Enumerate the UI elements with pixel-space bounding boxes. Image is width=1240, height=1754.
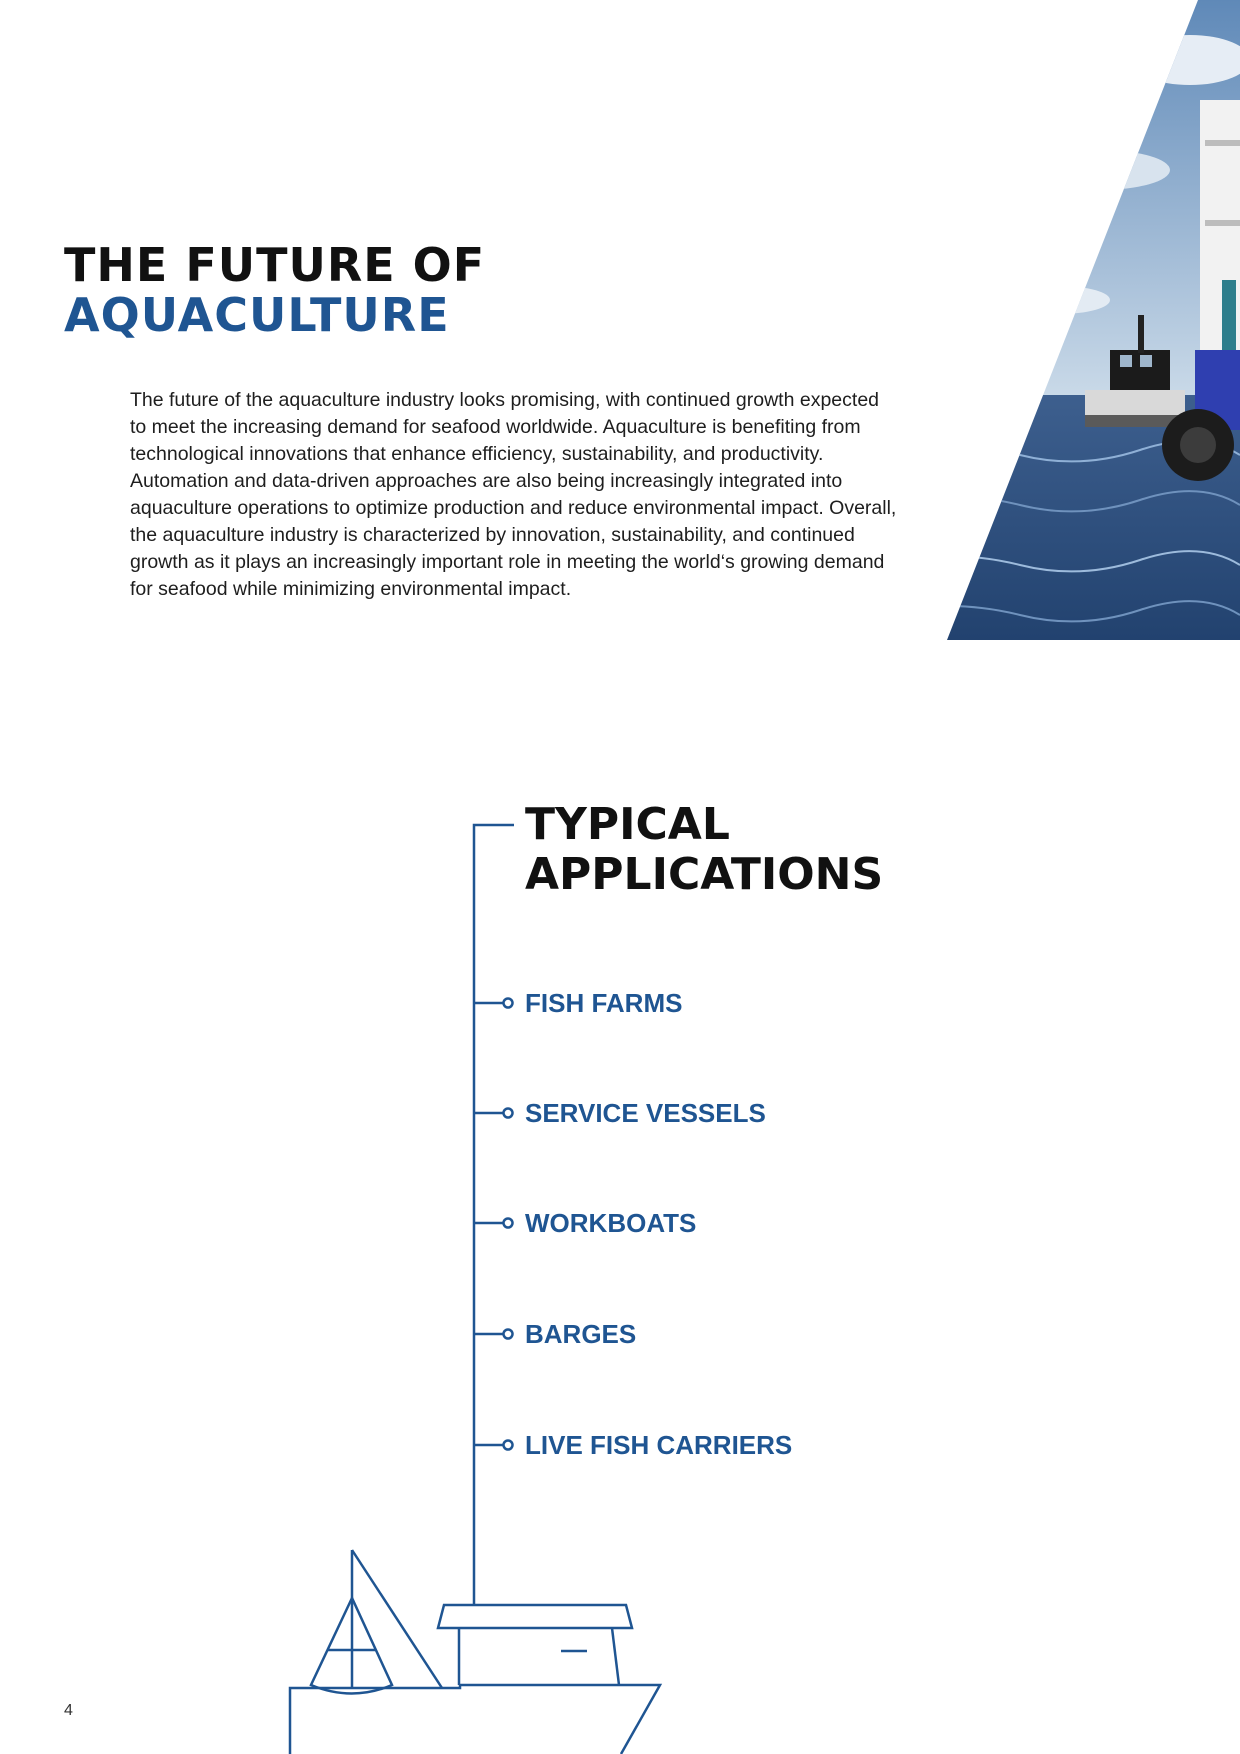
page-number: 4 bbox=[64, 1702, 73, 1719]
timeline-connectors bbox=[474, 999, 513, 1450]
title-line-2: AQUACULTURE bbox=[64, 288, 450, 342]
application-item-service-vessels: SERVICE VESSELS bbox=[525, 1098, 766, 1128]
timeline-line bbox=[474, 825, 514, 1605]
application-item-live-fish-carriers: LIVE FISH CARRIERS bbox=[525, 1430, 793, 1460]
applications-title bbox=[525, 800, 883, 900]
intro-paragraph: The future of the aquaculture industry looks promising, with continued growth expected to meet the increasing demand for seafood worldwide. Aquaculture is benefiting from technological innovations that enhance efficiency, sustainability, and productivity. Automation and data-driven approaches are also being increasingly integrated into aquaculture operations to optimize production and reduce environmental impact. Overall, the aquaculture industry is characterized by innovation, sustainability, and continued growth as it plays an increasingly important role in meeting the world‘s growing demand for seafood while minimizing environmental impact. bbox=[130, 389, 897, 600]
title-line-1: THE FUTURE OF bbox=[64, 238, 486, 292]
application-item-fish-farms: FISH FARMS bbox=[525, 988, 683, 1018]
page-title bbox=[64, 240, 485, 340]
application-item-workboats: WORKBOATS bbox=[525, 1208, 697, 1238]
application-item-barges: BARGES bbox=[525, 1319, 637, 1349]
boat-line-art-icon bbox=[290, 1550, 660, 1754]
applications-title-line-1: TYPICAL bbox=[525, 799, 730, 850]
applications-title-line-2: APPLICATIONS bbox=[525, 849, 884, 900]
